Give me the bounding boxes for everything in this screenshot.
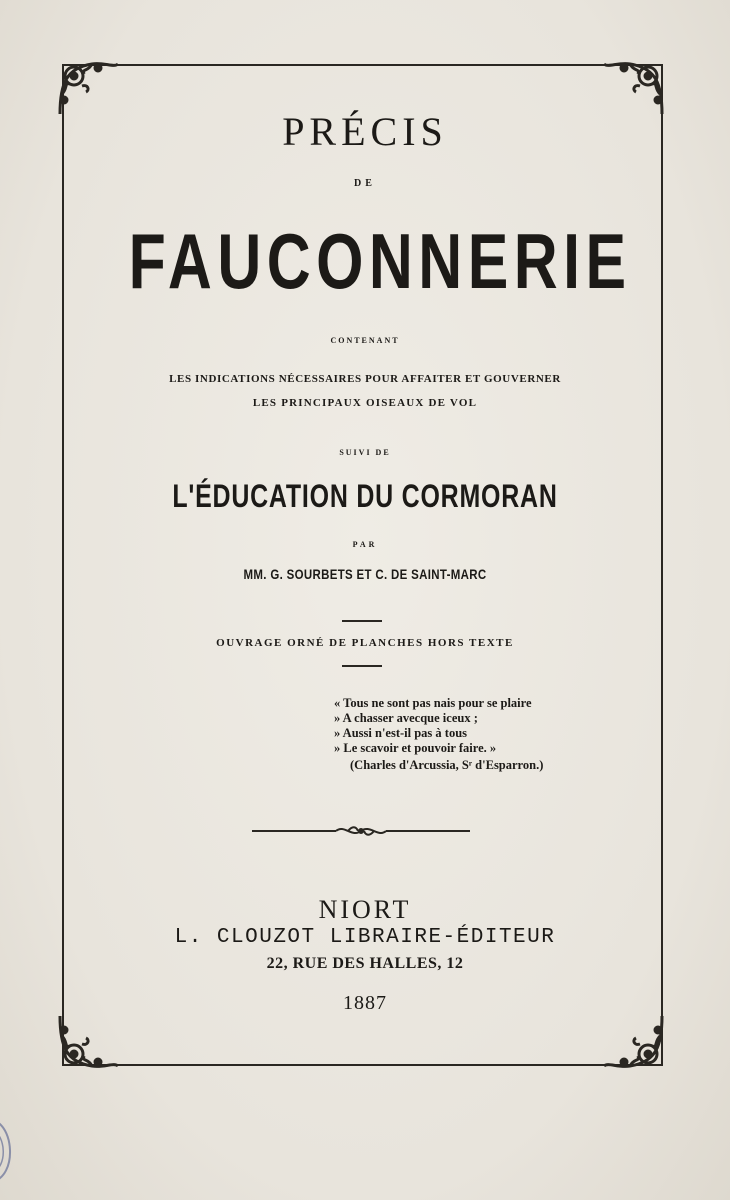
contenant-label: CONTENANT (330, 336, 400, 345)
epigraph-line: « Tous ne sont pas nais pour se plaire (334, 696, 532, 710)
book-subtitle: L'ÉDUCATION DU CORMORAN (172, 478, 558, 514)
book-title: FAUCONNERIE (128, 217, 632, 305)
epigraph-line: » Aussi n'est-il pas à tous (334, 726, 468, 740)
imprint-year: 1887 (343, 992, 387, 1014)
suivi-label: SUIVI DE (339, 448, 391, 457)
heading-precis: PRÉCIS (282, 109, 448, 154)
imprint-city: NIORT (318, 895, 412, 924)
short-rule (342, 665, 382, 667)
plates-note: OUVRAGE ORNÉ DE PLANCHES HORS TEXTE (216, 637, 514, 649)
description-line-2: LES PRINCIPAUX OISEAUX DE VOL (252, 397, 478, 409)
description-line-1: LES INDICATIONS NÉCESSAIRES POUR AFFAITER ET GOUVERNER (169, 373, 561, 385)
epigraph-line: » A chasser avecque iceux ; (334, 711, 478, 725)
epigraph (334, 696, 634, 773)
divider-ornament-icon (252, 822, 470, 840)
authors: MM. G. SOURBETS ET C. DE SAINT-MARC (243, 566, 487, 582)
short-rule (342, 620, 382, 622)
imprint-address: 22, RUE DES HALLES, 12 (266, 955, 464, 972)
par-label: PAR (352, 540, 378, 549)
library-stamp-icon (0, 1116, 22, 1186)
heading-de: DE (354, 178, 376, 189)
imprint-publisher: L. CLOUZOT LIBRAIRE-ÉDITEUR (174, 926, 556, 949)
epigraph-line: » Le scavoir et pouvoir faire. » (334, 741, 497, 755)
epigraph-attribution: (Charles d'Arcussia, Sʳ d'Esparron.) (350, 758, 544, 772)
